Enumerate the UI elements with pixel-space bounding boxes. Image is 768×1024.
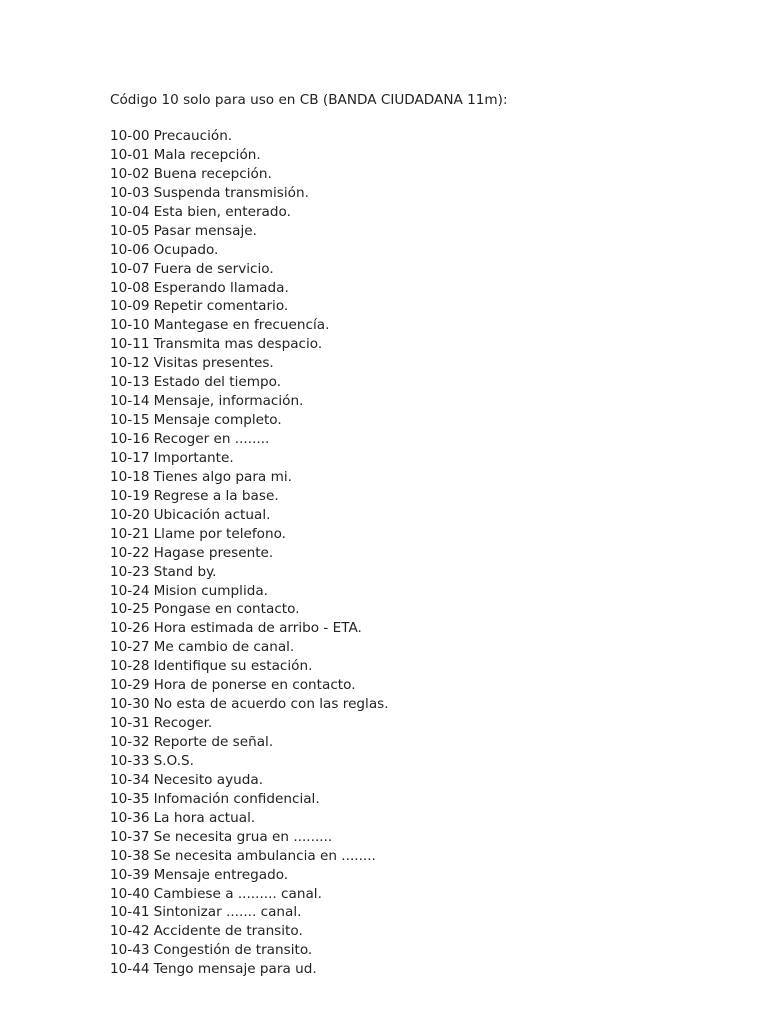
code-number: 10-20 <box>110 506 150 523</box>
code-number: 10-27 <box>110 639 150 656</box>
code-number: 10-17 <box>110 449 150 466</box>
code-meaning: Se necesita grua en ......... <box>153 828 333 845</box>
code-number: 10-16 <box>110 431 150 447</box>
list-item <box>110 430 389 449</box>
code-meaning: Pasar mensaje. <box>153 222 257 239</box>
list-item <box>110 600 389 619</box>
list-item <box>110 373 389 392</box>
code-meaning: Hora estimada de arribo - ETA. <box>153 620 362 637</box>
code-meaning: Pongase en contacto. <box>153 601 300 618</box>
code-meaning: Estado del tiempo. <box>153 374 282 391</box>
code-number: 10-04 <box>110 203 150 220</box>
code-meaning: Mensaje entregado. <box>153 866 289 883</box>
code-meaning: Cambiese a ......... canal. <box>153 885 322 902</box>
code-number: 10-12 <box>110 355 150 372</box>
list-item <box>110 146 389 165</box>
code-meaning: Tienes algo para mi. <box>153 468 292 485</box>
list-item <box>110 203 389 222</box>
list-item <box>110 468 389 487</box>
code-number: 10-31 <box>110 715 150 732</box>
code-number: 10-39 <box>110 866 150 883</box>
code-meaning: Mision cumplida. <box>153 582 269 599</box>
code-meaning: Recoger. <box>153 715 213 732</box>
code-number: 10-14 <box>110 393 150 410</box>
code-meaning: Mala recepción. <box>153 146 261 163</box>
list-item <box>110 733 389 752</box>
code-meaning: Buena recepción. <box>153 165 272 182</box>
code-meaning: S.O.S. <box>153 752 194 769</box>
ten-code-list <box>110 127 389 979</box>
list-item <box>110 449 389 468</box>
list-item <box>110 392 389 411</box>
code-meaning: Se necesita ambulancia en ........ <box>153 847 376 864</box>
code-number: 10-09 <box>110 298 150 315</box>
code-meaning: Reporte de señal. <box>153 734 274 750</box>
code-meaning: Infomación confidencial. <box>153 790 320 807</box>
list-item <box>110 279 389 298</box>
code-meaning: Repetir comentario. <box>153 298 289 315</box>
list-item <box>110 809 389 828</box>
list-item <box>110 563 389 582</box>
code-number: 10-38 <box>110 847 150 864</box>
list-item <box>110 922 389 941</box>
list-item <box>110 903 389 922</box>
code-meaning: Ubicación actual. <box>153 506 271 523</box>
code-number: 10-25 <box>110 601 150 618</box>
list-item <box>110 941 389 960</box>
code-number: 10-44 <box>110 961 150 978</box>
code-number: 10-15 <box>110 412 150 429</box>
code-number: 10-35 <box>110 790 150 807</box>
code-number: 10-19 <box>110 487 150 504</box>
code-number: 10-41 <box>110 904 150 921</box>
code-meaning: Hagase presente. <box>153 544 274 561</box>
code-meaning: No esta de acuerdo con las reglas. <box>153 696 389 713</box>
code-number: 10-42 <box>110 923 150 940</box>
list-item <box>110 487 389 506</box>
code-meaning: Me cambio de canal. <box>153 639 295 656</box>
code-number: 10-30 <box>110 696 150 713</box>
list-item <box>110 506 389 525</box>
code-number: 10-36 <box>110 809 150 826</box>
code-number: 10-06 <box>110 241 150 258</box>
list-item <box>110 165 389 184</box>
code-meaning: Importante. <box>153 449 234 466</box>
list-item <box>110 411 389 430</box>
list-item <box>110 771 389 790</box>
code-meaning: Mensaje, información. <box>153 393 304 410</box>
code-meaning: Mantegase en frecuencía. <box>153 317 330 334</box>
list-item <box>110 619 389 638</box>
code-number: 10-32 <box>110 734 150 750</box>
code-number: 10-23 <box>110 563 150 580</box>
list-item <box>110 828 389 847</box>
list-item <box>110 297 389 316</box>
list-item <box>110 676 389 695</box>
code-number: 10-37 <box>110 828 150 845</box>
code-number: 10-21 <box>110 525 150 542</box>
list-item <box>110 714 389 733</box>
code-number: 10-43 <box>110 942 150 959</box>
code-meaning: Mensaje completo. <box>153 412 282 429</box>
list-item <box>110 241 389 260</box>
code-number: 10-02 <box>110 165 150 182</box>
code-meaning: Sintonizar ....... canal. <box>153 904 302 921</box>
list-item <box>110 638 389 657</box>
code-number: 10-11 <box>110 336 150 353</box>
code-number: 10-13 <box>110 374 150 391</box>
code-number: 10-03 <box>110 184 150 201</box>
code-number: 10-34 <box>110 771 150 788</box>
code-meaning: Fuera de servicio. <box>153 260 274 277</box>
code-number: 10-26 <box>110 620 150 637</box>
code-meaning: Esperando llamada. <box>153 279 289 296</box>
code-meaning: Accidente de transito. <box>153 923 303 940</box>
code-meaning: Necesito ayuda. <box>153 771 264 788</box>
code-number: 10-18 <box>110 468 150 485</box>
code-number: 10-10 <box>110 317 150 334</box>
code-meaning: Suspenda transmisión. <box>153 184 309 201</box>
list-item <box>110 335 389 354</box>
code-meaning: Tengo mensaje para ud. <box>153 961 317 978</box>
list-item <box>110 544 389 563</box>
code-number: 10-40 <box>110 885 150 902</box>
code-meaning: Precaución. <box>153 128 233 144</box>
list-item <box>110 222 389 241</box>
code-meaning: Llame por telefono. <box>153 525 287 542</box>
code-meaning: Stand by. <box>153 563 217 580</box>
list-item <box>110 657 389 676</box>
code-meaning: Regrese a la base. <box>153 487 279 504</box>
code-number: 10-07 <box>110 260 150 277</box>
code-number: 10-08 <box>110 279 150 296</box>
code-meaning: Ocupado. <box>153 241 219 258</box>
list-item <box>110 316 389 335</box>
list-item <box>110 790 389 809</box>
list-item <box>110 752 389 771</box>
code-meaning: Esta bien, enterado. <box>153 203 291 220</box>
code-meaning: Visitas presentes. <box>153 355 274 372</box>
code-number: 10-28 <box>110 658 150 675</box>
code-meaning: La hora actual. <box>153 809 256 826</box>
list-item <box>110 960 389 979</box>
list-item <box>110 695 389 714</box>
code-meaning: Identifique su estación. <box>153 658 313 675</box>
list-item <box>110 127 389 146</box>
code-meaning: Hora de ponerse en contacto. <box>153 677 356 694</box>
code-number: 10-01 <box>110 146 150 163</box>
list-item <box>110 866 389 885</box>
code-meaning: Transmita mas despacio. <box>153 336 323 353</box>
list-item <box>110 260 389 279</box>
list-item <box>110 847 389 866</box>
list-item <box>110 885 389 904</box>
code-number: 10-00 <box>110 128 150 144</box>
code-number: 10-33 <box>110 752 150 769</box>
list-item <box>110 354 389 373</box>
document-page <box>110 91 730 978</box>
code-number: 10-22 <box>110 544 150 561</box>
list-item <box>110 525 389 544</box>
list-item <box>110 184 389 203</box>
code-meaning: Congestión de transito. <box>153 942 313 959</box>
code-meaning: Recoger en ........ <box>153 431 270 447</box>
code-number: 10-24 <box>110 582 150 599</box>
code-number: 10-05 <box>110 222 150 239</box>
document-title: Código 10 solo para uso en CB (BANDA CIUDADANA 11m): <box>110 92 508 108</box>
list-item <box>110 582 389 601</box>
code-number: 10-29 <box>110 677 150 694</box>
